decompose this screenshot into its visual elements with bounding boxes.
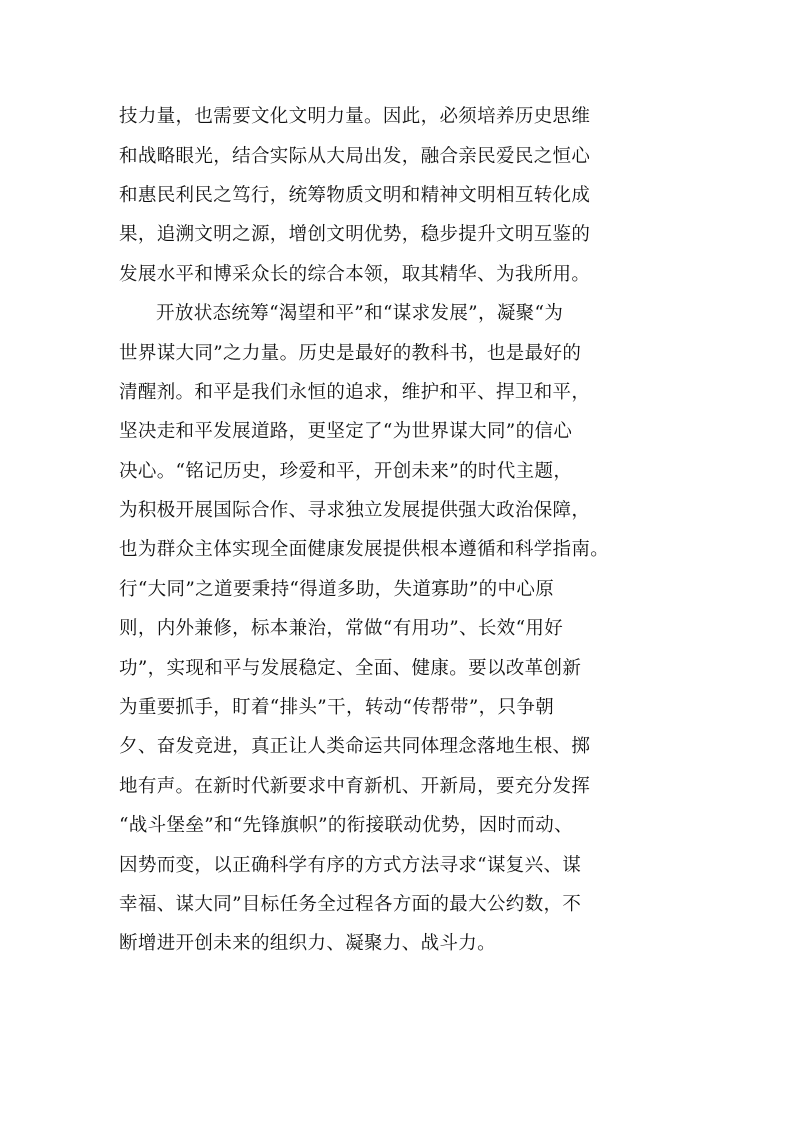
text-line: 幸福、谋大同”目标任务全过程各方面的最大公约数，不 <box>119 894 582 915</box>
text-line: 技力量，也需要文化文明力量。因此，必须培养历史思维 <box>119 106 591 127</box>
text-line: 发展水平和博采众长的综合本领，取其精华、为我所用。 <box>119 264 591 285</box>
text-line: 决心。“铭记历史，珍爱和平，开创未来”的时代主题， <box>119 461 573 482</box>
paragraph-first-line: 开放状态统筹“渴望和平”和“谋求发展”，凝聚“为 <box>156 303 564 324</box>
text-line: 果，追溯文明之源，增创文明优势，稳步提升文明互鉴的 <box>119 224 591 245</box>
text-line: 清醒剂。和平是我们永恒的追求，维护和平、捍卫和平， <box>119 382 591 403</box>
text-line: 功”，实现和平与发展稳定、全面、健康。要以改革创新 <box>119 658 582 679</box>
text-line: 和战略眼光，结合实际从大局出发，融合亲民爱民之恒心 <box>119 146 591 167</box>
text-line: 和惠民利民之笃行，统筹物质文明和精神文明相互转化成 <box>119 185 591 206</box>
text-line: 夕、奋发竞进，真正让人类命运共同体理念落地生根、掷 <box>119 736 591 757</box>
text-line: 为重要抓手，盯着“排头”干，转动“传帮带”，只争朝 <box>119 697 555 718</box>
text-line: 断增进开创未来的组织力、凝聚力、战斗力。 <box>119 933 497 954</box>
text-line: 也为群众主体实现全面健康发展提供根本遵循和科学指南。 <box>119 539 610 560</box>
text-line: 地有声。在新时代新要求中育新机、开新局，要充分发挥 <box>119 776 591 797</box>
text-line: “战斗堡垒”和“先锋旗帜”的衔接联动优势，因时而动、 <box>119 815 573 836</box>
text-line: 因势而变，以正确科学有序的方式方法寻求“谋复兴、谋 <box>119 855 582 876</box>
text-line: 为积极开展国际合作、寻求独立发展提供强大政治保障， <box>119 500 591 521</box>
text-line: 则，内外兼修，标本兼治，常做“有用功”、长效“用好 <box>119 618 564 639</box>
text-line: 行“大同”之道要秉持“得道多助，失道寡助”的中心原 <box>119 579 555 600</box>
text-line: 世界谋大同”之力量。历史是最好的教科书，也是最好的 <box>119 343 582 364</box>
text-line: 坚决走和平发展道路，更坚定了“为世界谋大同”的信心 <box>119 421 573 442</box>
